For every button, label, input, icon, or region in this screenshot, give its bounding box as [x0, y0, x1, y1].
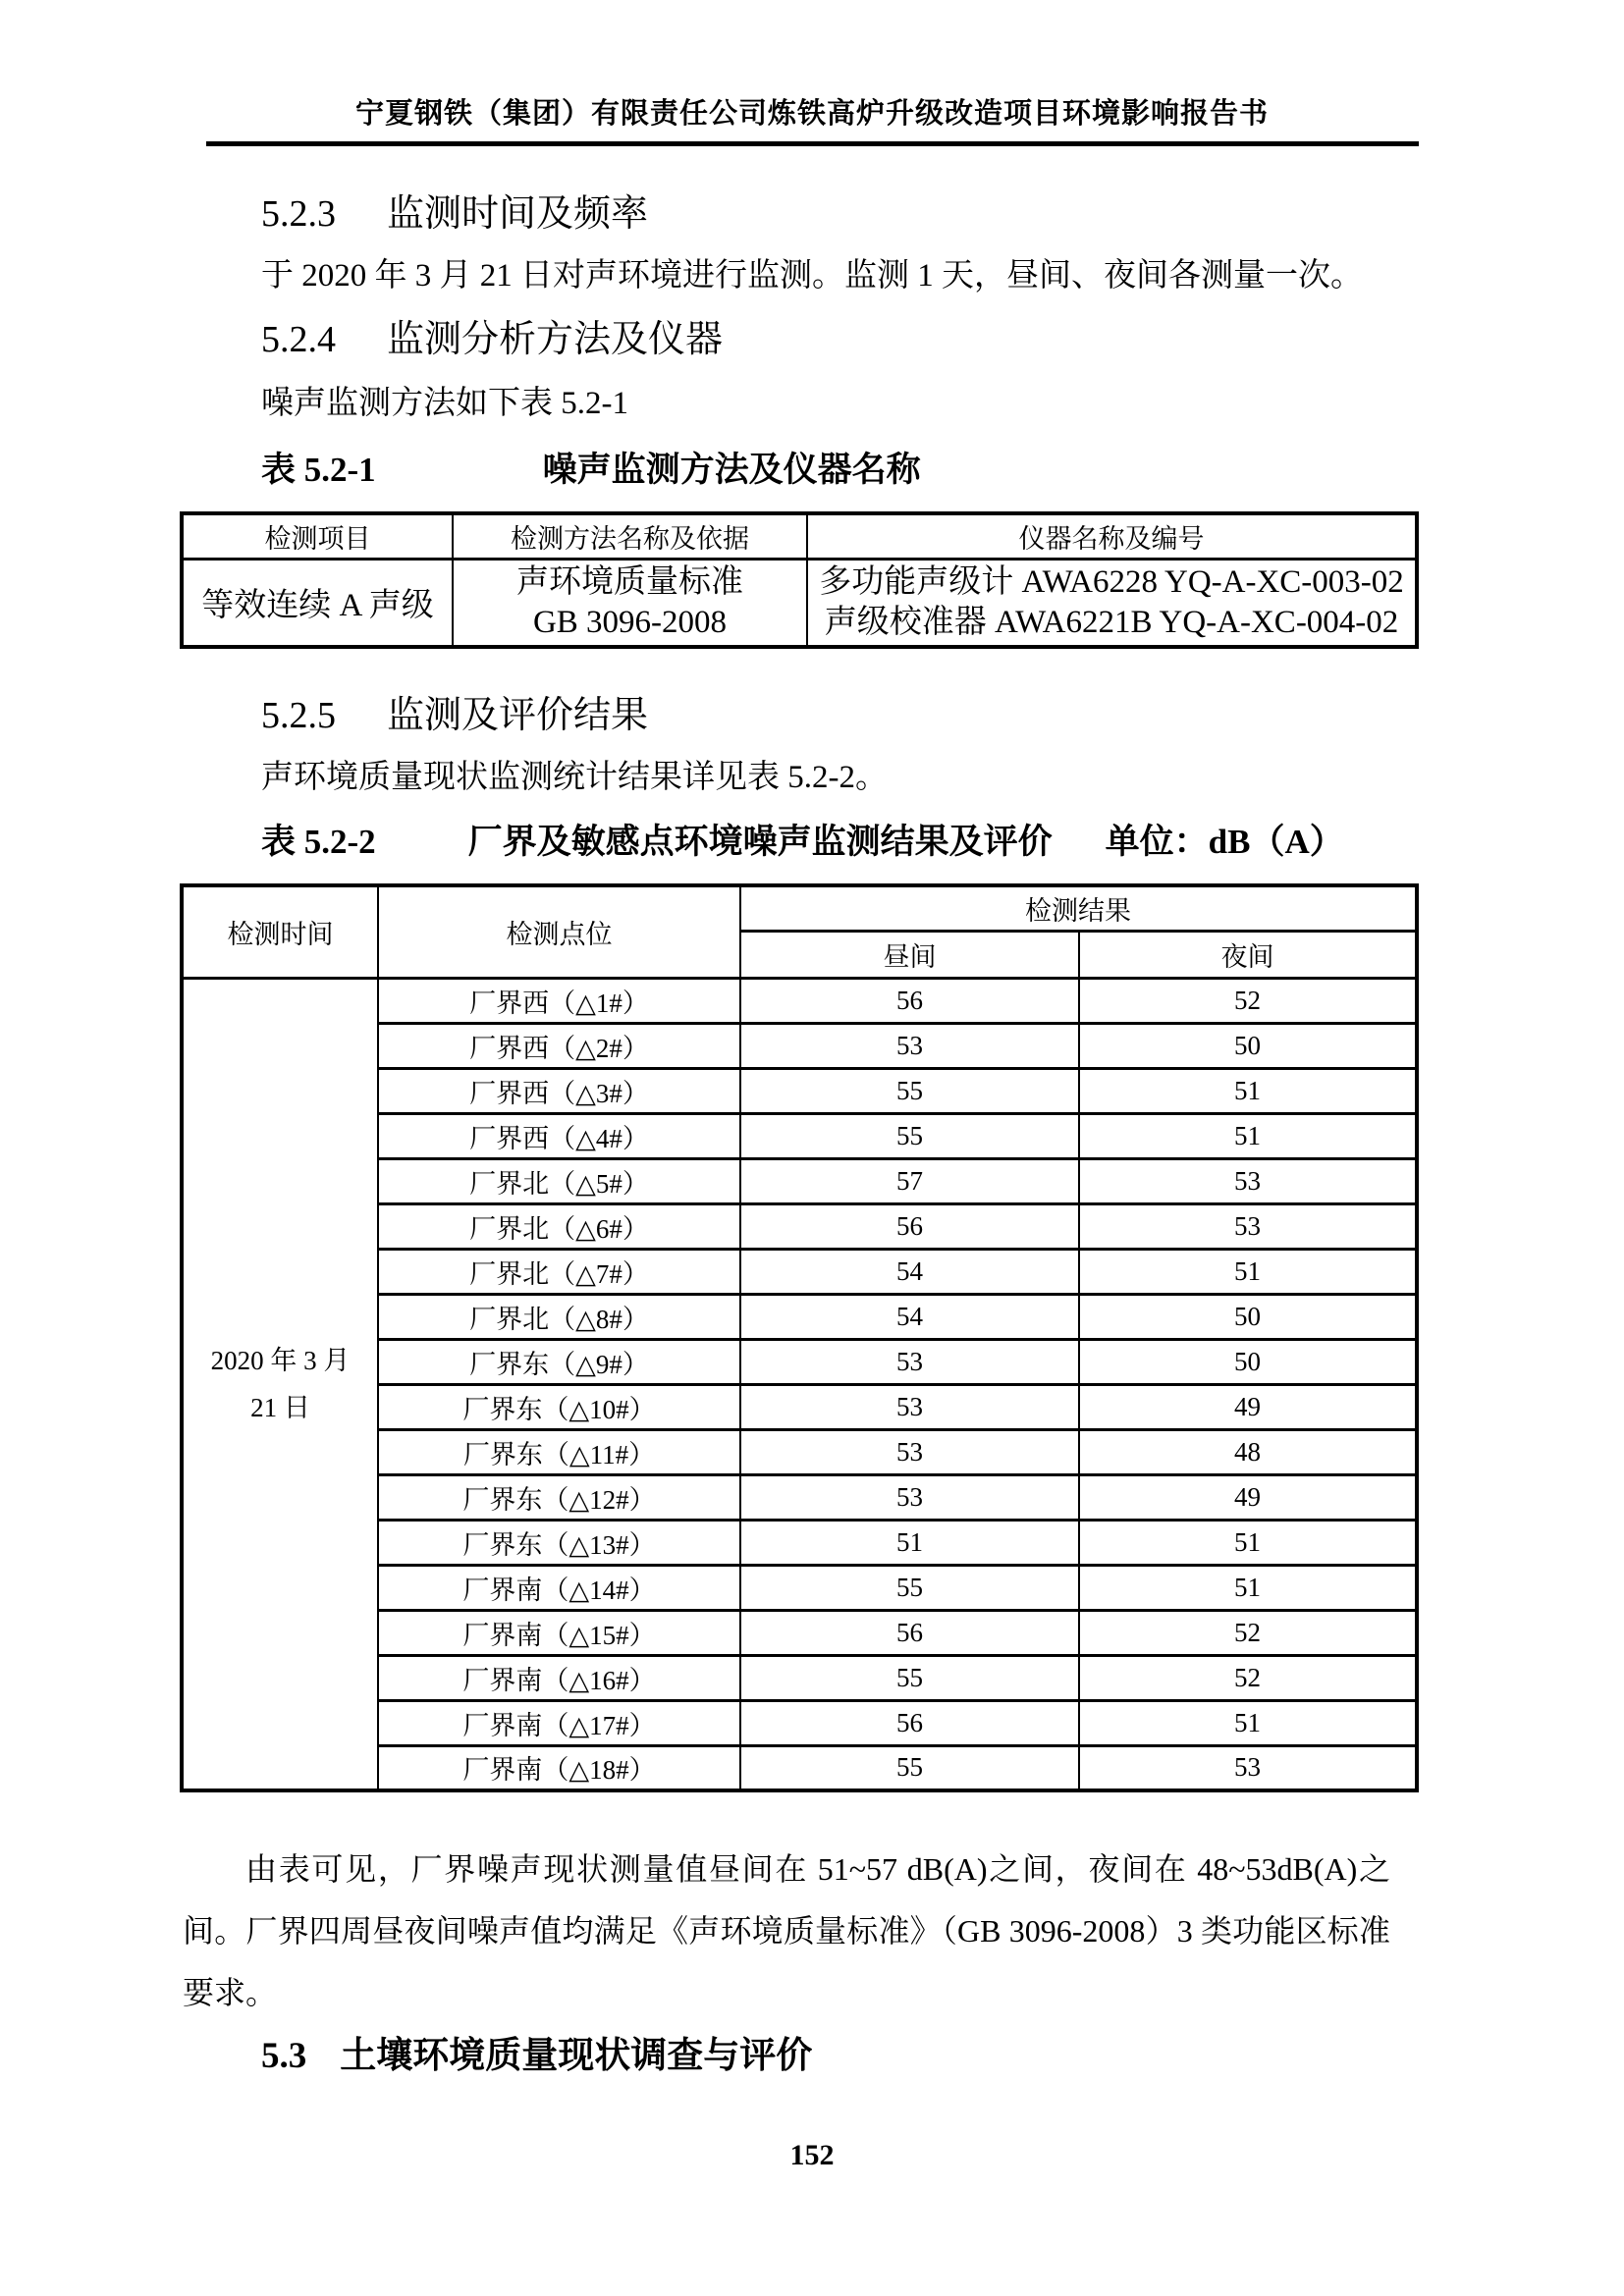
- day-value-cell: 53: [740, 1339, 1079, 1384]
- header-divider: [206, 141, 1419, 146]
- day-value-cell: 54: [740, 1294, 1079, 1339]
- document-header-title: 宁夏钢铁（集团）有限责任公司炼铁高炉升级改造项目环境影响报告书: [354, 98, 1269, 130]
- table1-caption: [183, 446, 1441, 495]
- night-value-cell: 52: [1079, 978, 1417, 1023]
- col-header-point: 检测点位: [378, 885, 740, 978]
- point-cell: 厂界北（△6#）: [378, 1203, 740, 1249]
- day-value-cell: 53: [740, 1474, 1079, 1520]
- night-value-cell: 50: [1079, 1023, 1417, 1068]
- day-value-cell: 53: [740, 1023, 1079, 1068]
- instrument-cell: [807, 559, 1417, 647]
- paragraph-result-intro: 声环境质量现状监测统计结果详见表 5.2-2。: [261, 760, 888, 795]
- section-heading-5-2-3: [261, 187, 1441, 240]
- night-value-cell: 51: [1079, 1520, 1417, 1565]
- point-cell: 厂界南（△16#）: [378, 1655, 740, 1700]
- night-value-cell: 50: [1079, 1339, 1417, 1384]
- col-header-result: 检测结果: [740, 885, 1417, 931]
- noise-method-table: [180, 511, 1419, 649]
- section-title: 土壤环境质量现状调查与评价: [340, 2036, 813, 2076]
- point-cell: 厂界东（△10#）: [378, 1384, 740, 1429]
- table2-caption-label: 表 5.2-2: [261, 823, 376, 861]
- day-value-cell: 53: [740, 1384, 1079, 1429]
- night-value-cell: 52: [1079, 1610, 1417, 1655]
- table-header-row: [182, 885, 1417, 931]
- instrument-line1: 多功能声级计 AWA6228 YQ-A-XC-003-02: [819, 563, 1404, 600]
- table-row: [182, 559, 1417, 647]
- point-cell: 厂界东（△12#）: [378, 1474, 740, 1520]
- monitor-date-line1: 2020 年 3 月: [210, 1345, 351, 1375]
- table2-caption: [183, 818, 1441, 867]
- night-value-cell: 51: [1079, 1565, 1417, 1610]
- point-cell: 厂界南（△14#）: [378, 1565, 740, 1610]
- table2-caption-title: 厂界及敏感点环境噪声监测结果及评价: [467, 823, 1053, 861]
- section-heading-5-2-4: [261, 313, 1441, 366]
- method-cell: [453, 559, 807, 647]
- point-cell: 厂界西（△4#）: [378, 1113, 740, 1158]
- noise-result-table: [180, 883, 1419, 1792]
- table1-caption-label: 表 5.2-1: [261, 451, 376, 489]
- col-header-method: 检测方法名称及依据: [453, 513, 807, 559]
- night-value-cell: 50: [1079, 1294, 1417, 1339]
- monitor-time-cell: [182, 978, 378, 1790]
- table2-caption-unit: 单位：dB（A）: [1105, 823, 1344, 861]
- point-cell: 厂界西（△2#）: [378, 1023, 740, 1068]
- col-header-instrument: 仪器名称及编号: [807, 513, 1417, 559]
- col-header-time: 检测时间: [182, 885, 378, 978]
- day-value-cell: 55: [740, 1745, 1079, 1790]
- col-header-night: 夜间: [1079, 931, 1417, 978]
- day-value-cell: 56: [740, 1700, 1079, 1745]
- point-cell: 厂界西（△1#）: [378, 978, 740, 1023]
- night-value-cell: 49: [1079, 1474, 1417, 1520]
- section-title: 监测时间及频率: [387, 193, 649, 235]
- paragraph-method-intro: 噪声监测方法如下表 5.2-1: [261, 386, 628, 421]
- point-cell: 厂界北（△7#）: [378, 1249, 740, 1294]
- day-value-cell: 55: [740, 1565, 1079, 1610]
- night-value-cell: 48: [1079, 1429, 1417, 1474]
- section-heading-5-3: [261, 2030, 1441, 2083]
- page-content: [183, 94, 1441, 2175]
- table-header-row: [182, 513, 1417, 559]
- day-value-cell: 56: [740, 1610, 1079, 1655]
- section-title: 监测及评价结果: [387, 695, 649, 736]
- point-cell: 厂界南（△15#）: [378, 1610, 740, 1655]
- night-value-cell: 53: [1079, 1158, 1417, 1203]
- paragraph-monitor-time: 于 2020 年 3 月 21 日对声环境进行监测。监测 1 天，昼间、夜间各测量一次。: [261, 258, 1363, 294]
- day-value-cell: 57: [740, 1158, 1079, 1203]
- night-value-cell: 51: [1079, 1113, 1417, 1158]
- table1-caption-title: 噪声监测方法及仪器名称: [542, 451, 921, 489]
- day-value-cell: 56: [740, 1203, 1079, 1249]
- day-value-cell: 55: [740, 1068, 1079, 1113]
- section-number: 5.2.5: [261, 695, 336, 736]
- point-cell: 厂界南（△18#）: [378, 1745, 740, 1790]
- point-cell: 厂界东（△13#）: [378, 1520, 740, 1565]
- day-value-cell: 56: [740, 978, 1079, 1023]
- point-cell: 厂界北（△8#）: [378, 1294, 740, 1339]
- day-value-cell: 53: [740, 1429, 1079, 1474]
- section-number: 5.3: [261, 2036, 307, 2076]
- table-row: [182, 978, 1417, 1023]
- point-cell: 厂界南（△17#）: [378, 1700, 740, 1745]
- night-value-cell: 49: [1079, 1384, 1417, 1429]
- noise-table-body: [182, 978, 1417, 1790]
- col-header-day: 昼间: [740, 931, 1079, 978]
- instrument-line2: 声级校准器 AWA6221B YQ-A-XC-004-02: [824, 604, 1399, 640]
- day-value-cell: 54: [740, 1249, 1079, 1294]
- night-value-cell: 53: [1079, 1203, 1417, 1249]
- point-cell: 厂界西（△3#）: [378, 1068, 740, 1113]
- night-value-cell: 51: [1079, 1249, 1417, 1294]
- night-value-cell: 52: [1079, 1655, 1417, 1700]
- point-cell: 厂界东（△9#）: [378, 1339, 740, 1384]
- method-line2: GB 3096-2008: [532, 604, 728, 640]
- point-cell: 厂界东（△11#）: [378, 1429, 740, 1474]
- method-line1: 声环境质量标准: [516, 563, 743, 600]
- paragraph-conclusion: 由表可见，厂界噪声现状测量值昼间在 51~57 dB(A)之间，夜间在 48~53dB(A)之间。厂界四周昼夜间噪声值均满足《声环境质量标准》（GB 3096-2008）3 类功能区标准要求。: [183, 1851, 1390, 2010]
- section-title: 监测分析方法及仪器: [387, 319, 724, 360]
- point-cell: 厂界北（△5#）: [378, 1158, 740, 1203]
- section-number: 5.2.3: [261, 193, 336, 235]
- monitor-date-line2: 21 日: [250, 1392, 310, 1422]
- section-heading-5-2-5: [261, 689, 1441, 742]
- section-number: 5.2.4: [261, 319, 336, 360]
- night-value-cell: 53: [1079, 1745, 1417, 1790]
- page-number: 152: [789, 2139, 835, 2171]
- night-value-cell: 51: [1079, 1068, 1417, 1113]
- day-value-cell: 51: [740, 1520, 1079, 1565]
- night-value-cell: 51: [1079, 1700, 1417, 1745]
- item-cell: 等效连续 A 声级: [182, 559, 453, 647]
- day-value-cell: 55: [740, 1113, 1079, 1158]
- day-value-cell: 55: [740, 1655, 1079, 1700]
- col-header-item: 检测项目: [182, 513, 453, 559]
